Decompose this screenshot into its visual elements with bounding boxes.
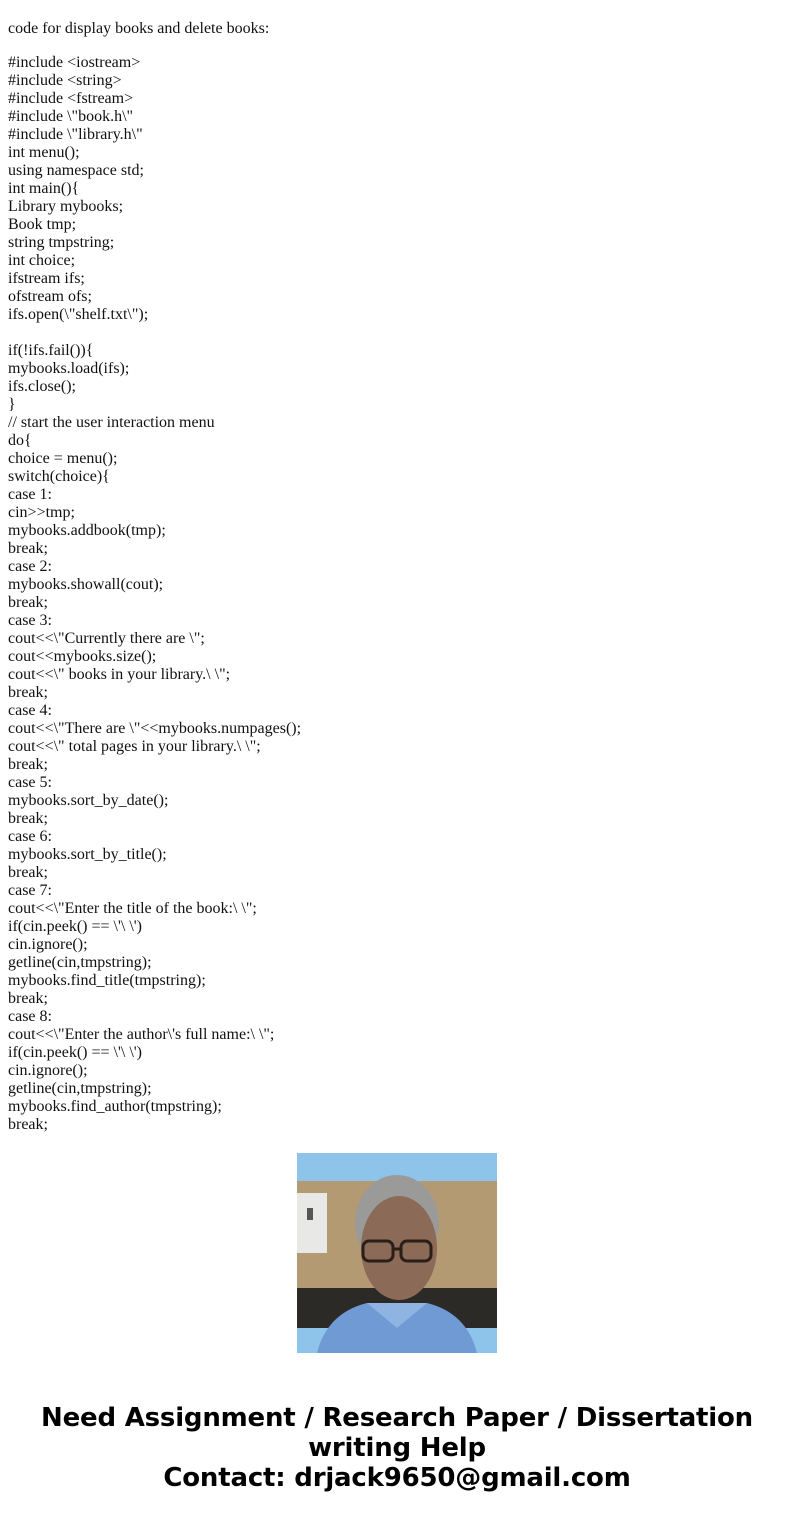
code-line: int menu(); — [8, 144, 80, 161]
code-line: Library mybooks; — [8, 198, 124, 215]
code-line: cin>>tmp; — [8, 504, 75, 521]
code-line: getline(cin,tmpstring); — [8, 1080, 152, 1097]
code-line: if(cin.peek() == \'\ \') — [8, 1044, 142, 1061]
code-line: cout<<\" total pages in your library.\ \"; — [8, 738, 261, 755]
code-line: ifs.close(); — [8, 378, 76, 395]
code-line: Book tmp; — [8, 216, 77, 233]
code-line: mybooks.find_title(tmpstring); — [8, 972, 206, 989]
author-avatar — [297, 1153, 497, 1353]
code-line — [8, 324, 788, 342]
code-line: int choice; — [8, 252, 76, 269]
code-line: // start the user interaction menu — [8, 414, 215, 431]
code-line: cout<<\"Currently there are \"; — [8, 630, 205, 647]
code-viewport — [8, 54, 788, 1133]
code-line: choice = menu(); — [8, 450, 118, 467]
intro-text: code for display books and delete books: — [8, 20, 270, 37]
code-block — [8, 54, 788, 1134]
code-line: cout<<\" books in your library.\ \"; — [8, 666, 231, 683]
promo-contact: Contact: drjack9650@gmail.com — [163, 1463, 631, 1493]
code-line: case 6: — [8, 828, 52, 845]
code-line: #include \"library.h\" — [8, 126, 143, 143]
code-line: if(!ifs.fail()){ — [8, 342, 94, 359]
code-line: case 3: — [8, 612, 52, 629]
code-line: ifstream ifs; — [8, 270, 85, 287]
code-line: #include \"book.h\" — [8, 108, 134, 125]
code-line: ofstream ofs; — [8, 288, 92, 305]
code-line: cout<<\"There are \"<<mybooks.numpages(); — [8, 720, 302, 737]
promo-footer — [0, 1403, 794, 1493]
code-line: mybooks.sort_by_date(); — [8, 792, 169, 809]
promo-line-1: Need Assignment / Research Paper / Dissertation — [41, 1403, 753, 1433]
code-line: ifs.open(\"shelf.txt\"); — [8, 306, 149, 323]
code-line: } — [8, 396, 16, 413]
code-line: #include <string> — [8, 72, 122, 89]
code-line: break; — [8, 1116, 48, 1133]
code-line: break; — [8, 990, 48, 1007]
code-line: case 1: — [8, 486, 52, 503]
code-line: break; — [8, 864, 48, 881]
code-line: case 2: — [8, 558, 52, 575]
code-line: mybooks.showall(cout); — [8, 576, 164, 593]
code-line: case 4: — [8, 702, 52, 719]
code-line: cout<<\"Enter the title of the book:\ \"; — [8, 900, 257, 917]
promo-line-2: writing Help — [308, 1433, 486, 1463]
document-body — [8, 0, 788, 1133]
code-line: mybooks.find_author(tmpstring); — [8, 1098, 222, 1115]
code-line: if(cin.peek() == \'\ \') — [8, 918, 142, 935]
code-line: mybooks.sort_by_title(); — [8, 846, 167, 863]
code-line: int main(){ — [8, 180, 80, 197]
code-line: case 5: — [8, 774, 52, 791]
code-line: break; — [8, 756, 48, 773]
code-line: using namespace std; — [8, 162, 144, 179]
code-line: switch(choice){ — [8, 468, 110, 485]
code-line: cout<<\"Enter the author\'s full name:\ \"; — [8, 1026, 275, 1043]
code-line: string tmpstring; — [8, 234, 115, 251]
code-line: cin.ignore(); — [8, 1062, 88, 1079]
code-line: mybooks.load(ifs); — [8, 360, 130, 377]
code-line: cout<<mybooks.size(); — [8, 648, 157, 665]
code-line: break; — [8, 810, 48, 827]
code-line: getline(cin,tmpstring); — [8, 954, 152, 971]
code-line: case 8: — [8, 1008, 52, 1025]
code-line: cin.ignore(); — [8, 936, 88, 953]
code-line: break; — [8, 684, 48, 701]
code-line: case 7: — [8, 882, 52, 899]
author-photo-icon — [297, 1153, 497, 1353]
code-line: break; — [8, 540, 48, 557]
code-line: #include <fstream> — [8, 90, 134, 107]
code-line: mybooks.addbook(tmp); — [8, 522, 166, 539]
code-line: break; — [8, 594, 48, 611]
code-line: #include <iostream> — [8, 54, 141, 71]
code-line: do{ — [8, 432, 32, 449]
